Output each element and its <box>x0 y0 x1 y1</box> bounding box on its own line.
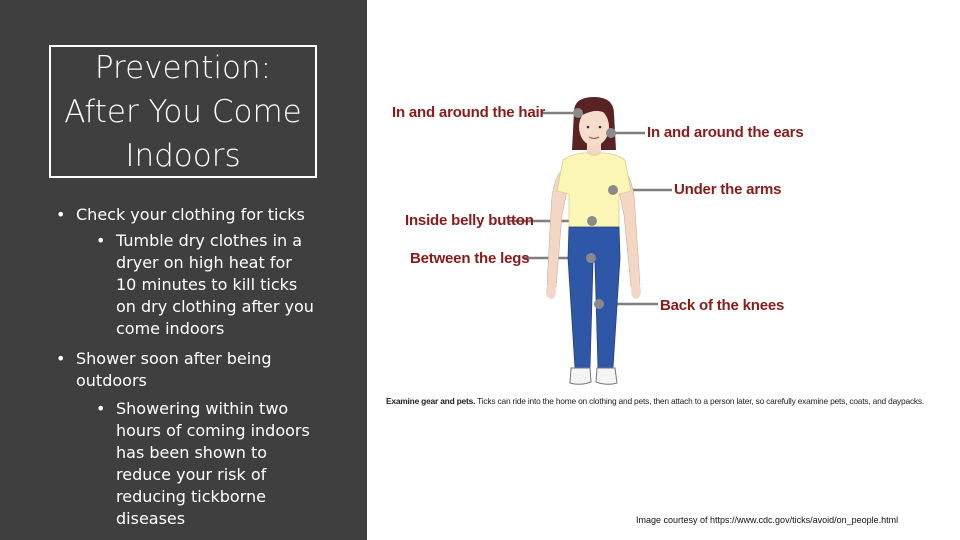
bullet-dot: • <box>96 399 106 418</box>
pointer-dot-ears <box>606 128 616 138</box>
label-arms: Under the arms <box>674 181 782 198</box>
bullet-dot: • <box>56 349 66 368</box>
sub-bullet-text: Tumble dry clothes in a dryer on high heat for 10 minutes to kill ticks on dry clothing after you come indoors <box>116 231 314 338</box>
right-hand <box>631 283 641 299</box>
left-shoe <box>570 368 591 384</box>
label-hair: In and around the hair <box>392 104 546 121</box>
pointer-dot-belly <box>587 216 597 226</box>
left-eye <box>587 126 590 129</box>
pointer-dot-hair <box>573 108 583 118</box>
bullet-dot: • <box>96 231 106 250</box>
figure-caption <box>386 396 956 406</box>
pointer-dot-legs <box>586 253 596 263</box>
pants <box>568 227 620 368</box>
left-hand <box>546 283 556 299</box>
caption-text: Ticks can ride into the home on clothing and pets, then attach to a person later, so carefully examine pets, coats, and daypacks. <box>475 396 925 406</box>
label-belly: Inside belly button <box>405 212 534 229</box>
label-knees: Back of the knees <box>660 297 785 314</box>
right-shoe <box>596 368 617 384</box>
bullet-dot: • <box>56 205 66 224</box>
title-line-2: After You Come <box>64 93 302 130</box>
bullet-text: Shower soon after being outdoors <box>76 349 272 390</box>
person-figure <box>546 97 641 384</box>
right-eye <box>599 126 602 129</box>
title-line-3: Indoors <box>125 137 241 174</box>
caption-bold: Examine gear and pets. <box>386 396 476 406</box>
pointer-dot-arms <box>608 185 618 195</box>
bullet-text: Check your clothing for ticks <box>76 205 305 224</box>
title-line-1: Prevention: <box>94 49 272 86</box>
label-ears: In and around the ears <box>647 124 804 141</box>
label-legs: Between the legs <box>410 250 530 267</box>
image-credit: Image courtesy of https://www.cdc.gov/ticks/avoid/on_people.html <box>636 515 899 525</box>
sub-bullet-text: Showering within two hours of coming indoors has been shown to reduce your risk of reducing tickborne diseases <box>116 399 310 528</box>
pointer-dot-knees <box>594 299 604 309</box>
